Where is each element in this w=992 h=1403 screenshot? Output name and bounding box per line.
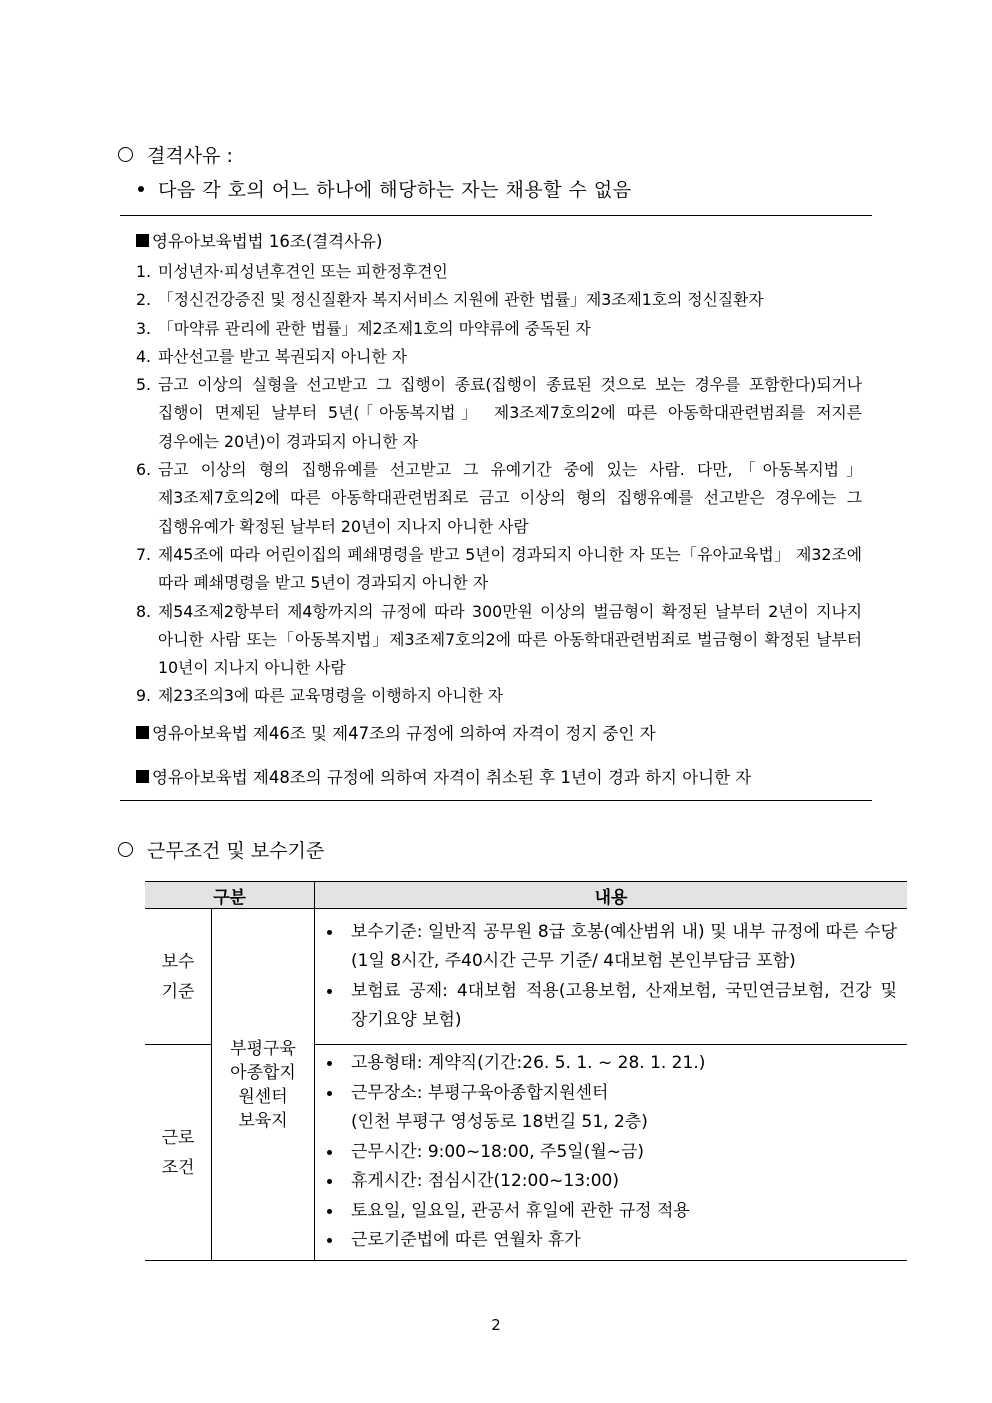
list-item: [136, 315, 862, 343]
list-item: [136, 343, 862, 371]
pay-content: [315, 909, 908, 1045]
item-text: 제23조의3에 따른 교육명령을 이행하지 아니한 자: [158, 686, 504, 706]
section-heading-text: 근무조건 및 보수기준: [147, 840, 325, 862]
work-place-cell: 부평구육 아종합지 원센터 보육지: [212, 909, 315, 1261]
law46-title: [136, 720, 656, 744]
section-heading-disqualification: [118, 141, 233, 168]
page-number: 2: [491, 1316, 501, 1334]
item-text: 휴게시간: 점심시간(12:00~13:00): [351, 1171, 619, 1192]
item-text: 제54조제2항부터 제4항까지의 규정에 따라 300만원 이상의 벌금형이 확정된 날부터 2년이 지나지 아니한 사람 또는「아동복지법」제3조제7호의2에 따른 아동학대관련범죄로 벌금형이 확정된 날부터 10년이 지나지 아니한 사람: [158, 601, 862, 678]
item-text: 고용형태: 계약직(기간:26. 5. 1. ~ 28. 1. 21.): [351, 1053, 706, 1074]
item-text: 보험료 공제: 4대보험 적용(고용보험, 산재보험, 국민연금보험, 건강 및 장기요양 보험): [351, 980, 897, 1030]
bullet-icon: [325, 1049, 351, 1079]
item-text: 근무시간: 9:00~18:00, 주5일(월~금): [351, 1141, 645, 1162]
item-text: 금고 이상의 형의 집행유예를 선고받고 그 유예기간 중에 있는 사람. 다만,「아동복지법」 제3조제7호의2에 따른 아동학대관련범죄로 금고 이상의 형의 집행유예를 선고받은 경우에는 그 집행유예가 확정된 날부터 20년이 지나지 아니한 사람: [158, 460, 862, 536]
pay-list: [325, 918, 897, 1036]
lead-text: 다음 각 호의 어느 하나에 해당하는 자는 채용할 수 없음: [158, 179, 632, 201]
work-content: [315, 1045, 908, 1261]
square-bullet-icon: [136, 770, 149, 783]
square-bullet-icon: [136, 234, 149, 247]
item-number: 6.: [136, 460, 152, 480]
circle-bullet-icon: [118, 842, 133, 857]
address-line: (인천 부평구 영성동로 18번길 51, 2층): [351, 1112, 648, 1133]
law48-title-text: 영유아보육법 제48조의 규정에 의하여 자격이 취소된 후 1년이 경과 하지 아니한 자: [152, 768, 752, 787]
list-item: [325, 1226, 897, 1256]
list-item: [325, 1138, 897, 1168]
item-text: 근무장소: 부평구육아종합지원센터: [351, 1082, 609, 1103]
item-text: 미성년자·피성년후견인 또는 피한정후견인: [158, 262, 448, 281]
item-text: 「마약류 관리에 관한 법률」제2조제1호의 마약류에 중독된 자: [158, 318, 591, 338]
item-text: 「정신건강증진 및 정신질환자 복지서비스 지원에 관한 법률」제3조제1호의 정신질환자: [158, 290, 764, 310]
item-text: 토요일, 일요일, 관공서 휴일에 관한 규정 적용: [351, 1200, 690, 1221]
item-number: 3.: [136, 318, 152, 338]
item-number: 4.: [136, 346, 152, 366]
table-row: [145, 909, 907, 1045]
disqualification-list: [136, 258, 862, 711]
bullet-icon: [325, 977, 351, 1036]
list-item: [136, 456, 862, 541]
law16-title-text: 영유아보육법법 16조(결격사유): [152, 232, 383, 251]
item-text: 제45조에 따라 어린이집의 폐쇄명령을 받고 5년이 경과되지 아니한 자 또는「유아교육법」 제32조에 따라 폐쇄명령을 받고 5년이 경과되지 아니한 자: [158, 544, 862, 593]
bullet-icon: [325, 1079, 351, 1109]
section-heading-conditions: [118, 836, 324, 863]
list-item: [136, 258, 862, 286]
list-item: [136, 371, 862, 456]
list-item: [325, 1197, 897, 1227]
list-item: [136, 598, 862, 683]
list-item: [325, 918, 897, 977]
bullet-icon: [325, 1226, 351, 1256]
list-item: [325, 1049, 897, 1079]
list-item: [325, 1167, 897, 1197]
list-item: [325, 1079, 897, 1109]
item-text: 금고 이상의 실형을 선고받고 그 집행이 종료(집행이 종료된 것으로 보는 경우를 포함한다)되거나 집행이 면제된 날부터 5년(「아동복지법」 제3조제7호의2에 따른 아동학대관련범죄를 저지른 경우에는 20년)이 경과되지 아니한 자: [158, 375, 862, 451]
bullet-icon: [325, 1197, 351, 1227]
item-number: 8.: [136, 601, 152, 621]
table-header-row: [145, 882, 907, 909]
law48-title: [136, 764, 751, 788]
section-heading-text: 결격사유 :: [147, 145, 233, 167]
box-top-rule: [120, 215, 872, 216]
bullet-icon: [325, 1138, 351, 1168]
work-list: [325, 1049, 897, 1256]
bullet-icon: [138, 186, 144, 192]
item-number: 9.: [136, 686, 152, 706]
list-item: [136, 541, 862, 598]
list-item: [325, 977, 897, 1036]
item-number: 7.: [136, 544, 152, 564]
item-text: 파산선고를 받고 복권되지 아니한 자: [158, 346, 407, 366]
law16-title: [136, 228, 382, 252]
item-number: 5.: [136, 375, 152, 395]
row-category-work: 근로 조건: [145, 1045, 212, 1261]
law46-title-text: 영유아보육법 제46조 및 제47조의 규정에 의하여 자격이 정지 중인 자: [152, 724, 656, 743]
header-category: 구분: [145, 882, 315, 909]
list-item: [136, 286, 862, 314]
item-text: 근로기준법에 따른 연월차 휴가: [351, 1230, 581, 1251]
item-number: 2.: [136, 290, 152, 310]
conditions-table: [145, 881, 907, 1261]
lead-statement: [138, 175, 632, 202]
list-item: [136, 682, 862, 710]
item-number: 1.: [136, 262, 152, 281]
box-bottom-rule: [120, 800, 872, 801]
item-text: 보수기준: 일반직 공무원 8급 호봉(예산범위 내) 및 내부 규정에 따른 수당 (1일 8시간, 주40시간 근무 기준/ 4대보험 본인부담금 포함): [351, 921, 897, 971]
square-bullet-icon: [136, 726, 149, 739]
bullet-icon: [325, 918, 351, 977]
bullet-icon: [325, 1167, 351, 1197]
row-category-pay: 보수 기준: [145, 909, 212, 1045]
circle-bullet-icon: [118, 147, 133, 162]
header-content: 내용: [315, 882, 908, 909]
